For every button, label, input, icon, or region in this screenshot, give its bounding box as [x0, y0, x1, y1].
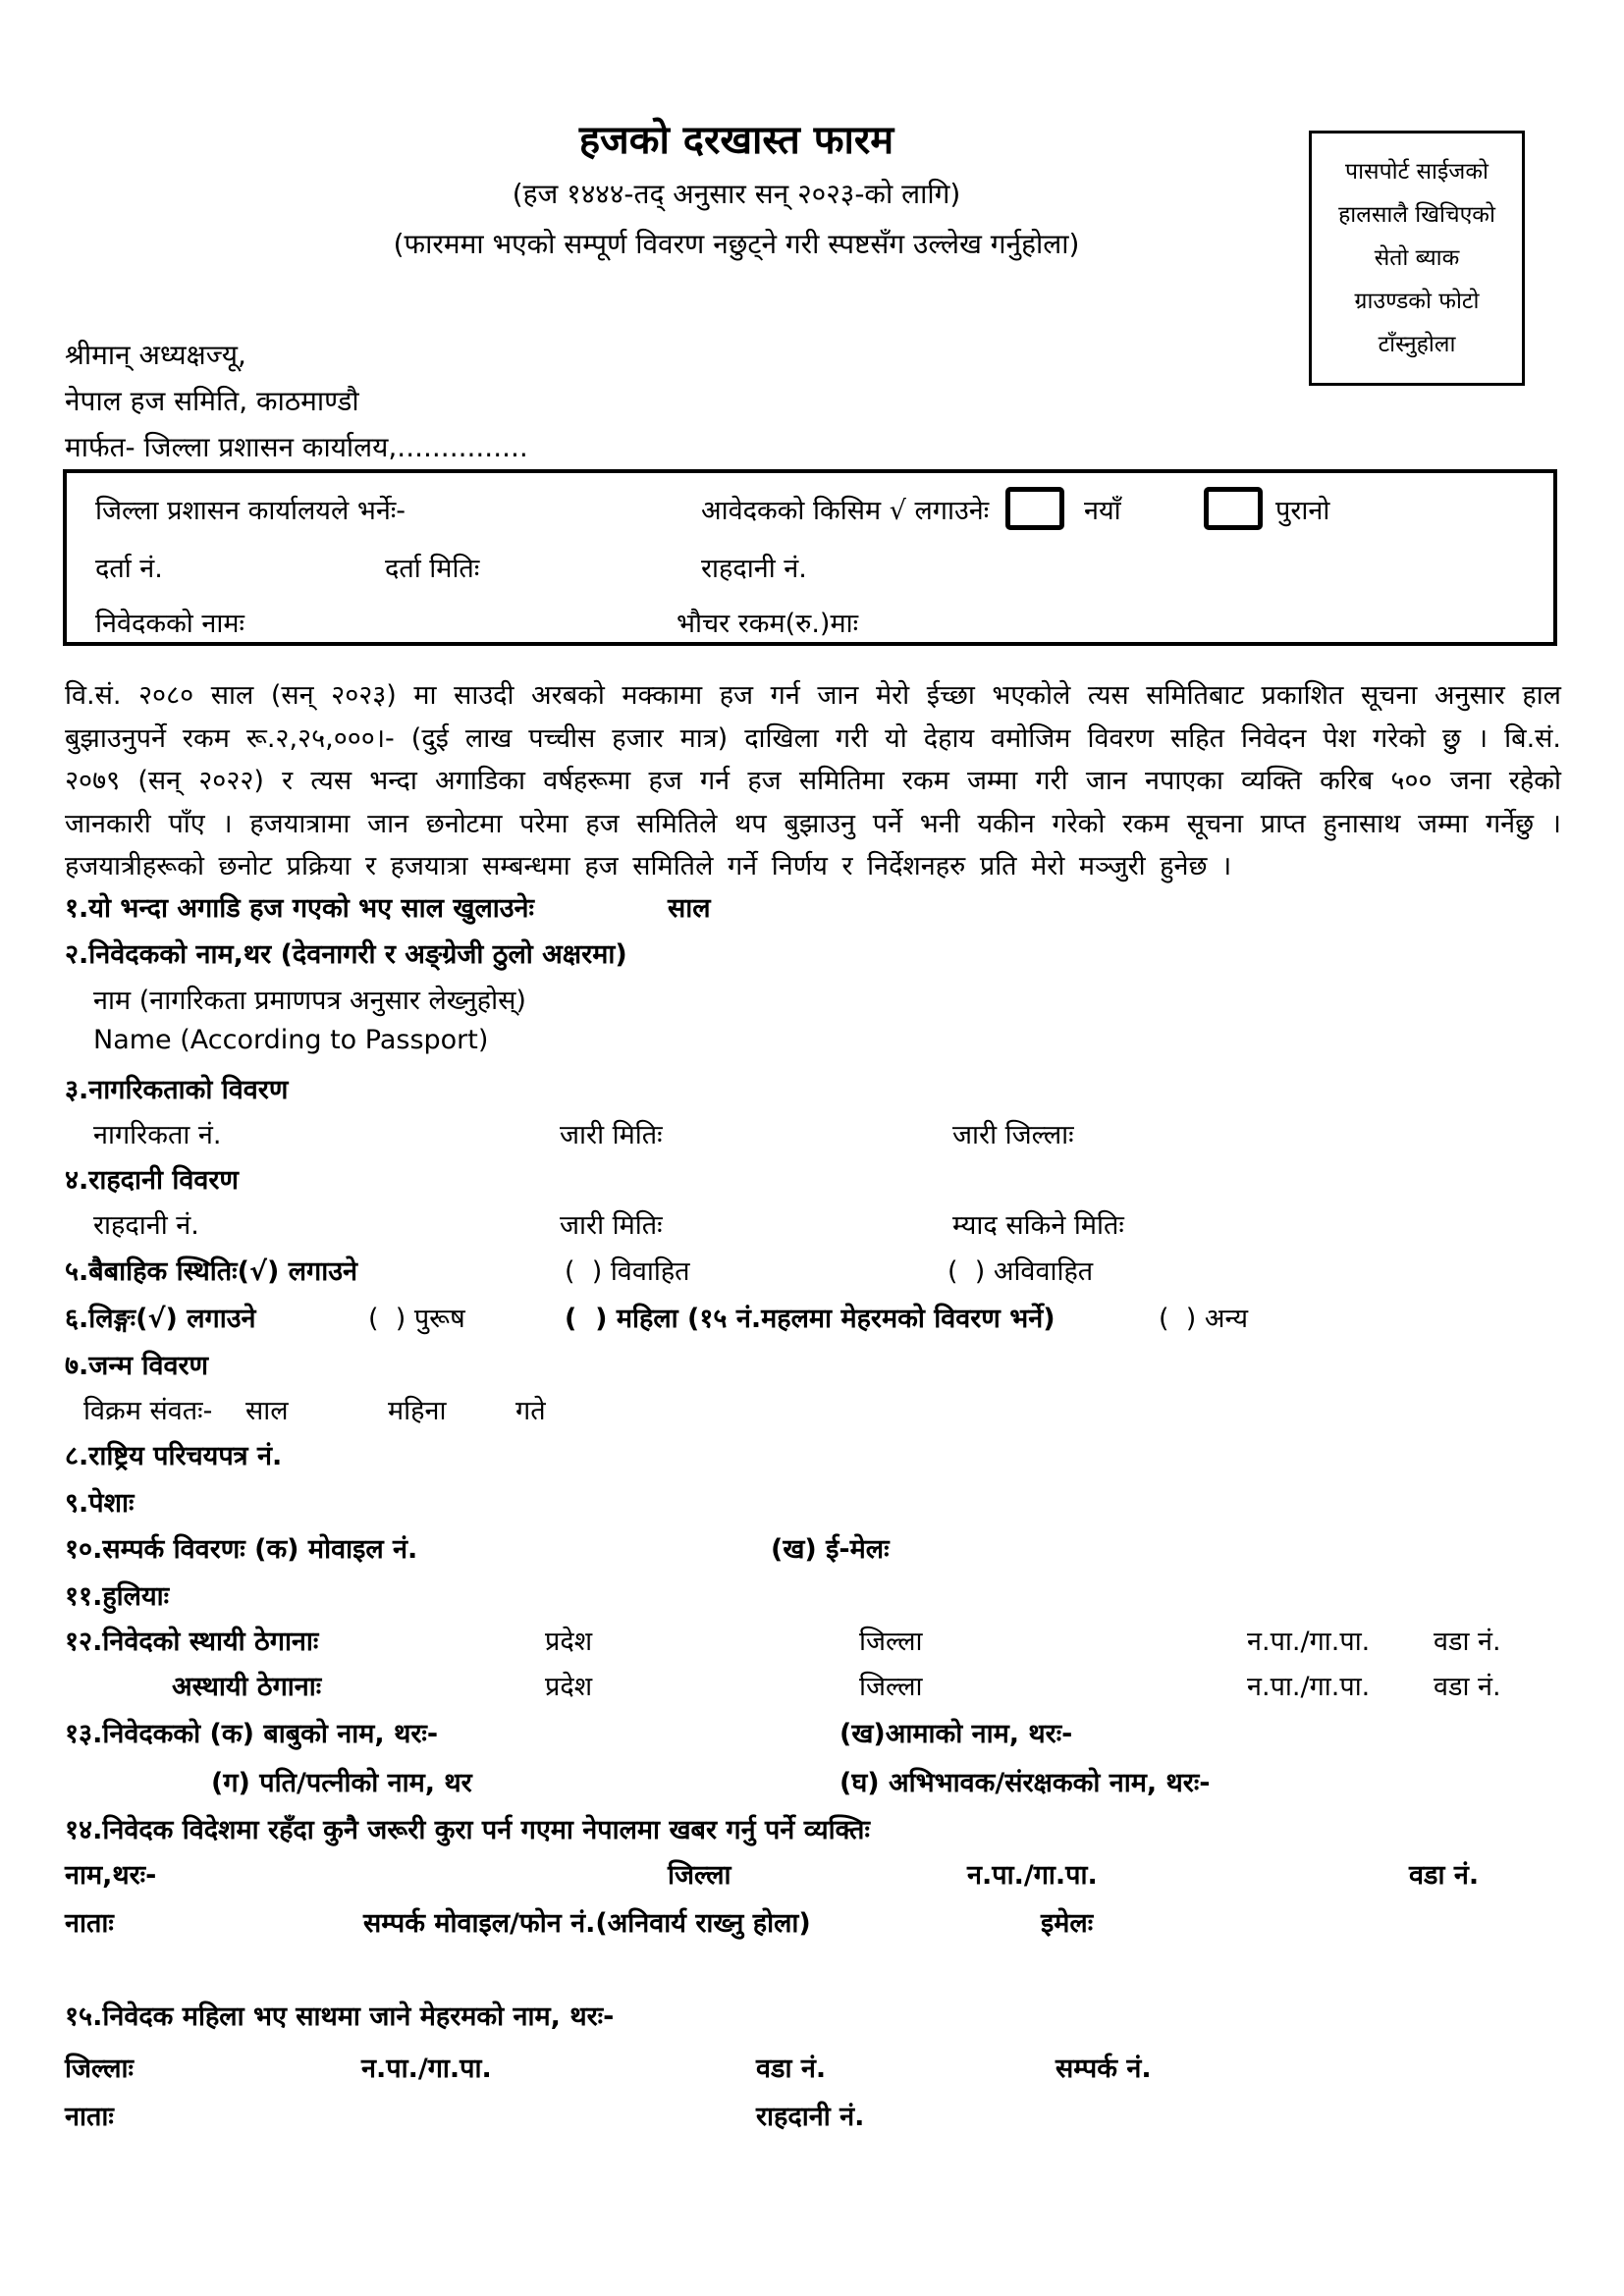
passport-detail-row — [65, 1205, 1565, 1252]
mahram-row-1 — [65, 2049, 1565, 2097]
item-5-label: ५.बैबाहिक स्थितिः(√) लगाउने — [65, 1256, 358, 1287]
gender-other-option: ( ) अन्य — [1159, 1304, 1249, 1334]
email-label: (ख) ई-मेलः — [771, 1534, 890, 1565]
item-12-label: १२.निवेदको स्थायी ठेगानाः — [65, 1627, 319, 1657]
item-4-label: ४.राहदानी विवरण — [65, 1165, 239, 1196]
item-11-label: ११.हुलियाः — [65, 1581, 170, 1612]
citizenship-issue-date-label: जारी मितिः — [560, 1120, 663, 1150]
form-items — [65, 888, 1565, 2146]
item-14-row — [65, 1810, 1565, 1855]
mother-name-label: (ख)आमाको नाम, थरः- — [839, 1719, 1073, 1749]
contact-person-row-2 — [65, 1903, 1565, 1950]
perm-ward-label: वडा नं. — [1434, 1627, 1501, 1657]
addressee-block — [65, 332, 528, 470]
photo-box-line: हालसालै खिचिएको — [1338, 202, 1495, 228]
item-15-label: १५.निवेदक महिला भए साथमा जाने मेहरमको नाम, थरः- — [65, 2002, 615, 2032]
mahram-row-2 — [65, 2097, 1565, 2146]
item-11-row — [65, 1576, 1565, 1622]
contact-name-label: नाम,थरः- — [65, 1860, 157, 1891]
perm-province-label: प्रदेश — [545, 1627, 593, 1657]
applicant-name-label: निवेदकको नामः — [95, 609, 244, 639]
passport-no-label: राहदानी नं. — [701, 554, 807, 584]
item-2-name-en-row — [65, 1025, 1565, 1070]
item-2-row — [65, 934, 1565, 981]
checkbox-old[interactable] — [1204, 487, 1263, 530]
item-1-row — [65, 888, 1565, 934]
citizenship-detail-row — [65, 1115, 1565, 1160]
item-6-label: ६.लिङ्गः(√) लगाउने — [65, 1304, 256, 1334]
type-old-label: पुरानो — [1275, 496, 1330, 526]
item-7-label: ७.जन्म विवरण — [65, 1351, 209, 1381]
item-7-row — [65, 1346, 1565, 1391]
name-devanagari-label: नाम (नागरिकता प्रमाणपत्र अनुसार लेख्नुहोस्) — [93, 986, 526, 1016]
registration-date-label: दर्ता मितिः — [385, 554, 480, 584]
temp-district-label: जिल्ला — [859, 1672, 923, 1702]
item-9-label: ९.पेशाः — [65, 1488, 135, 1519]
form-header — [65, 116, 1408, 264]
photo-box-line: सेतो ब्याक — [1374, 245, 1460, 271]
item-1-label: १.यो भन्दा अगाडि हज गएको भए साल खुलाउनेः — [65, 893, 534, 924]
form-subtitle-note: (फारममा भएको सम्पूर्ण विवरण नछुट्ने गरी स्पष्टसँग उल्लेख गर्नुहोला) — [393, 227, 1080, 260]
item-3-label: ३.नागरिकताको विवरण — [65, 1075, 289, 1105]
mahram-relation-label: नाताः — [65, 2102, 114, 2132]
item-3-row — [65, 1070, 1565, 1115]
item-8-row — [65, 1436, 1565, 1483]
contact-person-row-1 — [65, 1855, 1565, 1903]
item-6-row — [65, 1299, 1565, 1346]
guardian-name-label: (घ) अभिभावक/संरक्षकको नाम, थरः- — [839, 1768, 1211, 1798]
item-15-row — [65, 1997, 1565, 2049]
contact-municipality-label: न.पा./गा.पा. — [967, 1860, 1098, 1891]
item-14-label: १४.निवेदक विदेशमा रहँदा कुनै जरूरी कुरा पर्न गएमा नेपालमा खबर गर्नु पर्ने व्यक्तिः — [65, 1815, 870, 1845]
gender-male-option: ( ) पुरूष — [368, 1304, 465, 1334]
temp-ward-label: वडा नं. — [1434, 1672, 1501, 1702]
mahram-ward-label: वडा नं. — [756, 2054, 827, 2084]
birth-year-label: साल — [245, 1396, 289, 1426]
citizenship-issue-district-label: जारी जिल्लाः — [952, 1120, 1074, 1150]
temporary-address-row — [65, 1667, 1565, 1714]
declaration-paragraph: वि.सं. २०८० साल (सन् २०२३) मा साउदी अरबको मक्कामा हज गर्न जान मेरो ईच्छा भएकोले त्यस समितिबाट प्रकाशित सूचना अनुसार हाल बुझाउनुपर्ने रकम रू.२,२५,०००।- (दुई लाख पच्चीस हजार मात्र) दाखिला गरी यो देहाय वमोजिम विवरण सहित निवेदन पेश गरेको छु । बि.सं. २०७९ (सन् २०२२) र त्यस भन्दा अगाडिका वर्षहरूमा हज गर्न हज समितिमा रकम जम्मा गरी जान नपाएका व्यक्ति करिब ५०० जना रहेको जानकारी पाँए । हजयात्रामा जान छनोटमा परेमा हज समितिले थप बुझाउनु पर्ने भनी यकीन गरेको रकम सूचना प्राप्त हुनासाथ जम्मा गर्नेछु । हजयात्रीहरूको छनोट प्रक्रिया र हजयात्रा सम्बन्धमा हज समितिले गर्ने निर्णय र निर्देशनहरु प्रति मेरो मञ्जुरी हुनेछ । — [65, 680, 1561, 881]
birth-month-label: महिना — [388, 1396, 447, 1426]
form-subtitle-year: (हज १४४४-तद् अनुसार सन् २०२३-को लागि) — [512, 178, 961, 210]
office-use-box — [63, 469, 1557, 646]
birth-detail-row — [65, 1391, 1565, 1436]
item-2-label: २.निवेदकको नाम,थर (देवनागरी र अङ्ग्रेजी ठुलो अक्षरमा) — [65, 939, 627, 970]
contact-ward-label: वडा नं. — [1409, 1860, 1480, 1891]
passport-expiry-date-label: म्याद सकिने मितिः — [952, 1210, 1124, 1241]
checkbox-new[interactable] — [1005, 487, 1064, 530]
registration-no-label: दर्ता नं. — [95, 554, 163, 584]
spouse-name-label: (ग) पति/पत्नीको नाम, थर — [211, 1768, 472, 1798]
contact-email-label: इमेलः — [1041, 1908, 1094, 1939]
citizenship-no-label: नागरिकता नं. — [93, 1120, 222, 1150]
perm-district-label: जिल्ला — [859, 1627, 923, 1657]
photo-box-line: ग्राउण्डको फोटो — [1354, 289, 1480, 314]
marital-married-option: ( ) विवाहित — [565, 1256, 690, 1287]
item-2-name-np-row — [65, 981, 1565, 1025]
mahram-passport-label: राहदानी नं. — [756, 2102, 865, 2132]
passport-photo-box — [1309, 131, 1525, 386]
spouse-guardian-row — [65, 1763, 1565, 1810]
type-new-label: नयाँ — [1084, 496, 1121, 526]
photo-box-line: पासपोर्ट साईजको — [1345, 159, 1489, 185]
item-10-label: १०.सम्पर्क विवरणः (क) मोवाइल नं. — [65, 1534, 418, 1565]
marital-unmarried-option: ( ) अविवाहित — [947, 1256, 1094, 1287]
passport-issue-date-label: जारी मितिः — [560, 1210, 663, 1241]
applicant-type-label: आवेदकको किसिम √ लगाउनेः — [701, 496, 990, 526]
addressee-committee: नेपाल हज समिति, काठमाण्डौ — [65, 385, 359, 417]
temp-province-label: प्रदेश — [545, 1672, 593, 1702]
item-4-row — [65, 1160, 1565, 1205]
item-10-row — [65, 1529, 1565, 1576]
office-fill-label: जिल्ला प्रशासन कार्यालयले भर्नेः- — [95, 496, 406, 526]
name-english-label: Name (According to Passport) — [93, 1025, 489, 1055]
mahram-contact-label: सम्पर्क नं. — [1056, 2054, 1152, 2084]
contact-relation-label: नाताः — [65, 1908, 114, 1939]
parents-row — [65, 1714, 1565, 1763]
gender-female-option: ( ) महिला (१५ नं.महलमा मेहरमको विवरण भर्ने) — [565, 1304, 1056, 1334]
photo-box-line: टाँस्नुहोला — [1378, 332, 1456, 357]
item-5-row — [65, 1252, 1565, 1299]
voucher-amount-label: भौचर रकम(रु.)माः — [677, 609, 859, 639]
contact-district-label: जिल्ला — [668, 1860, 731, 1891]
item-1-year-label: साल — [668, 893, 711, 924]
passport-no-detail-label: राहदानी नं. — [93, 1210, 199, 1241]
temp-address-label: अस्थायी ठेगानाः — [172, 1672, 322, 1702]
addressee-chairman: श्रीमान् अध्यक्षज्यू, — [65, 339, 246, 371]
addressee-via-office: मार्फत- जिल्ला प्रशासन कार्यालय,............... — [65, 431, 528, 463]
contact-phone-label: सम्पर्क मोवाइल/फोन नं.(अनिवार्य राख्नु होला) — [363, 1908, 811, 1939]
item-13-label: १३.निवेदकको (क) बाबुको नाम, थरः- — [65, 1719, 439, 1749]
perm-municipality-label: न.पा./गा.पा. — [1247, 1627, 1371, 1657]
item-9-row — [65, 1483, 1565, 1529]
spacer-row — [65, 1950, 1565, 1997]
birth-day-label: गते — [515, 1396, 546, 1426]
temp-municipality-label: न.पा./गा.पा. — [1247, 1672, 1371, 1702]
mahram-municipality-label: न.पा./गा.पा. — [361, 2054, 492, 2084]
mahram-district-label: जिल्लाः — [65, 2054, 134, 2084]
bikram-sambat-label: विक्रम संवतः- — [83, 1396, 213, 1426]
item-8-label: ८.राष्ट्रिय परिचयपत्र नं. — [65, 1441, 283, 1471]
page-title: हजको दरखास्त फारम — [578, 118, 894, 163]
permanent-address-row — [65, 1622, 1565, 1667]
